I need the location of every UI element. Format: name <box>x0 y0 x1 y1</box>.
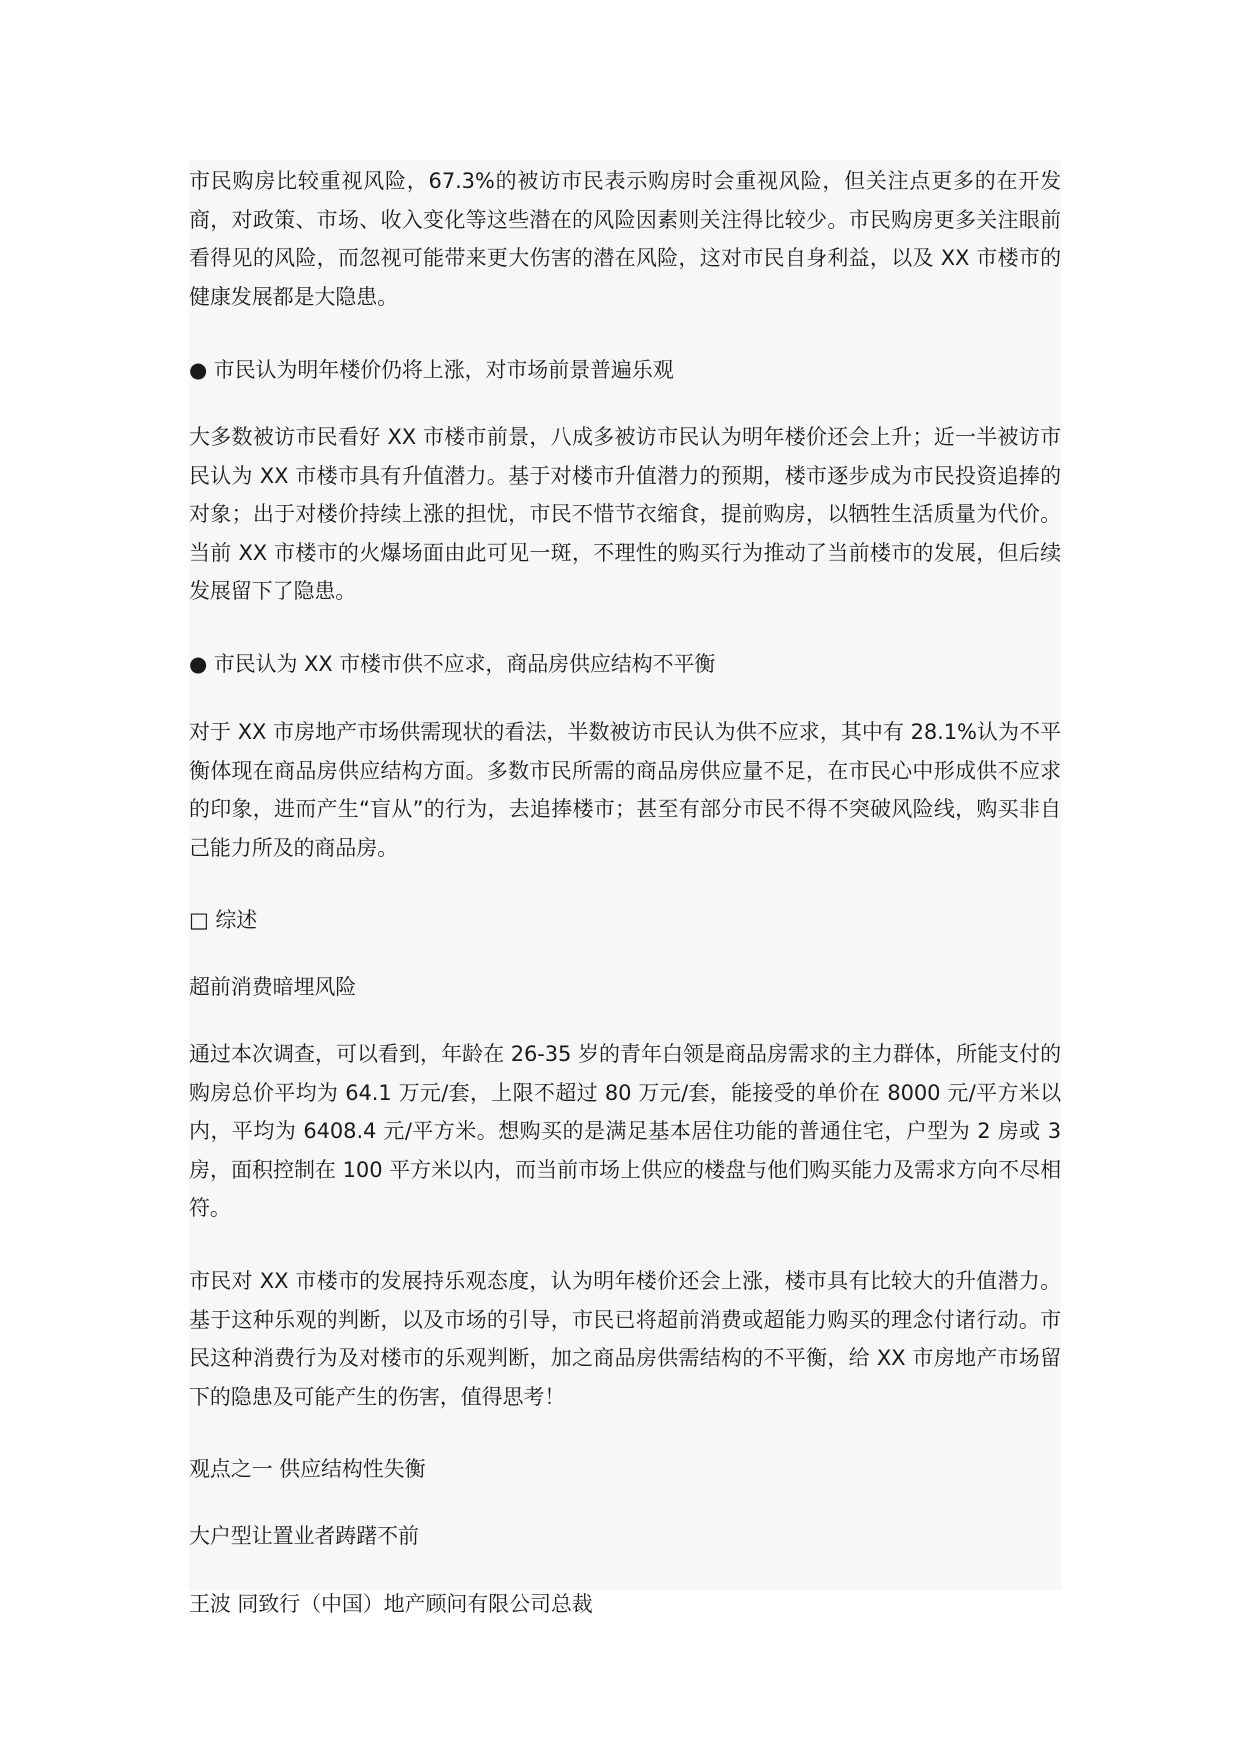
paragraph-survey-findings: 通过本次调查，可以看到，年龄在 26-35 岁的青年白领是商品房需求的主力群体，所能支付的购房总价平均为 64.1 万元/套，上限不超过 80 万元/套，能接受的单价在 8000 元/平方米以内，平均为 6408.4 元/平方米。想购买的是满足基本居住功能的普通住宅，户型为 2 房或 3 房，面积控制在 100 平方米以内，而当前市场上供应的楼盘与他们购买能力及需求方向不尽相符。 <box>189 1042 1061 1220</box>
bullet-heading-supply-demand: ● 市民认为 XX 市楼市供不应求，商品房供应结构不平衡 <box>189 652 716 676</box>
document-body <box>189 160 1061 1616</box>
author-line: 王波 同致行（中国）地产顾问有限公司总裁 <box>189 1592 593 1616</box>
bullet-heading-price-expectation: ● 市民认为明年楼价仍将上涨，对市场前景普遍乐观 <box>189 358 674 382</box>
paragraph-risk-awareness: 市民购房比较重视风险，67.3%的被访市民表示购房时会重视风险，但关注点更多的在开发商，对政策、市场、收入变化等这些潜在的风险因素则关注得比较少。市民购房更多关注眼前看得见的风险，而忽视可能带来更大伤害的潜在风险，这对市民自身利益，以及 XX 市楼市的健康发展都是大隐患。 <box>189 169 1061 309</box>
subheading-large-units: 大户型让置业者踌躇不前 <box>189 1524 419 1548</box>
section-heading-summary: □ 综述 <box>189 908 258 932</box>
subheading-overconsumption: 超前消费暗埋风险 <box>189 975 357 999</box>
paragraph-supply-structure: 对于 XX 市房地产市场供需现状的看法，半数被访市民认为供不应求，其中有 28.1%认为不平衡体现在商品房供应结构方面。多数市民所需的商品房供应量不足，在市民心中形成供不应求的印象，进而产生“盲从”的行为，去追捧楼市；甚至有部分市民不得不突破风险线，购买非自己能力所及的商品房。 <box>189 720 1061 860</box>
heading-viewpoint-one: 观点之一 供应结构性失衡 <box>189 1457 426 1481</box>
paragraph-optimism: 市民对 XX 市楼市的发展持乐观态度，认为明年楼价还会上涨，楼市具有比较大的升值潜力。基于这种乐观的判断，以及市场的引导，市民已将超前消费或超能力购买的理念付诸行动。市民这种消费行为及对楼市的乐观判断，加之商品房供需结构的不平衡，给 XX 市房地产市场留下的隐患及可能产生的伤害，值得思考！ <box>189 1269 1061 1409</box>
paragraph-market-outlook: 大多数被访市民看好 XX 市楼市前景，八成多被访市民认为明年楼价还会上升；近一半被访市民认为 XX 市楼市具有升值潜力。基于对楼市升值潜力的预期，楼市逐步成为市民投资追捧的对象；出于对楼价持续上涨的担忧，市民不惜节衣缩食，提前购房，以牺牲生活质量为代价。当前 XX 市楼市的火爆场面由此可见一斑，不理性的购买行为推动了当前楼市的发展，但后续发展留下了隐患。 <box>189 425 1061 603</box>
